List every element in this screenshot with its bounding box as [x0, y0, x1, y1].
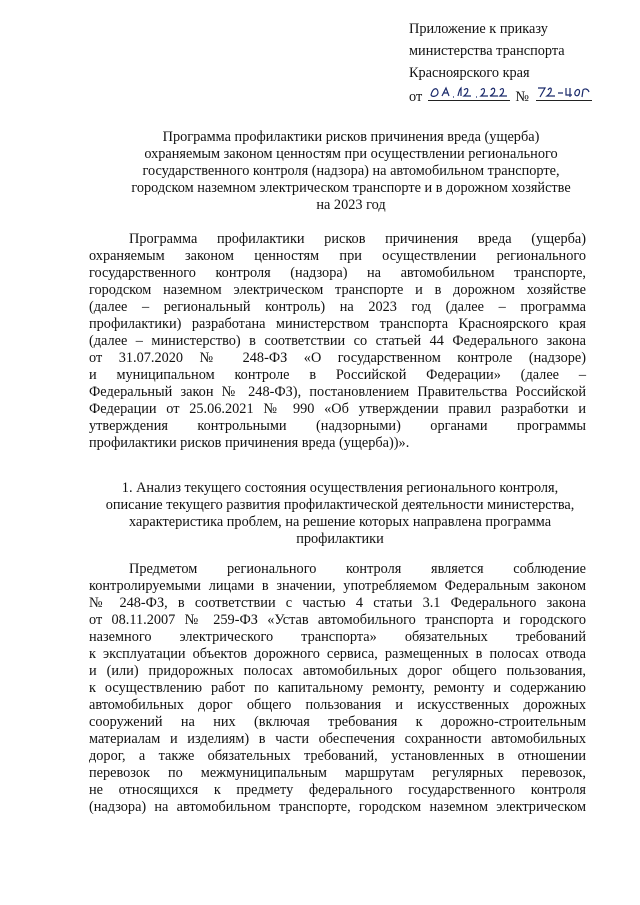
paragraph-line: Предметом регионального контроля является соблюдение	[129, 561, 586, 577]
body-paragraph	[89, 561, 586, 816]
title-line: городском наземном электрическом транспорте и в дорожном хозяйстве	[131, 180, 571, 196]
intro-paragraph	[89, 231, 586, 452]
paragraph-line: (далее – региональный контроль) на 2023 год (далее – программа	[89, 299, 586, 315]
paragraph-line: и (или) придорожных полосах автомобильных дорог общего пользования,	[89, 663, 586, 679]
paragraph-line: Программа профилактики рисков причинения вреда (ущерба)	[129, 231, 586, 247]
paragraph-line: дорог, а также обязательных требований, установленных в отношении	[89, 748, 586, 764]
paragraph-line: городском наземном электрическом транспорте и в дорожном хозяйстве	[89, 282, 586, 298]
annex-line-1: Приложение к приказу	[409, 21, 548, 37]
paragraph-line: Федерации от 25.06.2021 № 990 «Об утверждении правил разработки и	[89, 401, 586, 417]
paragraph-line: сооружений на них (включая требования к дорожно-строительным	[89, 714, 586, 730]
from-label: от	[409, 89, 423, 105]
section-heading	[80, 480, 600, 548]
annex-header	[409, 18, 634, 108]
paragraph-line: материалам и изделиям) в части обеспечения сохранности автомобильных	[89, 731, 586, 747]
paragraph-line: от 31.07.2020 № 248-ФЗ «О государственном контроле (надзоре)	[89, 350, 586, 366]
paragraph-line: от 08.11.2007 № 259-ФЗ «Устав автомобильного транспорта и городского	[89, 612, 586, 628]
paragraph-line: профилактики рисков причинения вреда (ущерба))».	[89, 435, 410, 451]
handwritten-number	[536, 84, 592, 101]
document-title	[96, 129, 606, 214]
section-heading-line: профилактики	[296, 531, 384, 547]
paragraph-line: и муниципальном контроле в Российской Федерации» (далее –	[89, 367, 586, 383]
section-heading-line: описание текущего развития профилактической деятельности министерства,	[105, 497, 575, 513]
paragraph-line: охраняемым законом ценностям при осуществлении регионального	[89, 248, 586, 264]
annex-date-number-line	[409, 84, 634, 108]
paragraph-line: Федеральный закон № 248-ФЗ), постановлением Правительства Российской	[89, 384, 586, 400]
section-heading-line: 1. Анализ текущего состояния осуществления регионального контроля,	[121, 480, 559, 496]
paragraph-line: утверждения контрольными (надзорными) органами программы	[89, 418, 586, 434]
paragraph-line: (далее – министерство) в соответствии со статьей 44 Федерального закона	[89, 333, 586, 349]
paragraph-line: к осуществлению работ по капитальному ремонту, ремонту и содержанию	[89, 680, 586, 696]
paragraph-line: № 248-ФЗ, в соответствии с частью 4 статьи 3.1 Федерального закона	[89, 595, 586, 611]
title-line: на 2023 год	[316, 197, 386, 213]
paragraph-line: (надзора) на автомобильном транспорте, городском наземном электрическом	[89, 799, 586, 815]
paragraph-line: не относящихся к предмету федерального государственного контроля	[89, 782, 586, 798]
paragraph-line: профилактики) разработана министерством транспорта Красноярского края	[89, 316, 586, 332]
paragraph-line: перевозок по межмуниципальным маршрутам регулярных перевозок,	[89, 765, 586, 781]
paragraph-line: государственного контроля (надзора) на автомобильном транспорте,	[89, 265, 586, 281]
title-line: Программа профилактики рисков причинения вреда (ущерба)	[162, 129, 540, 145]
paragraph-line: к эксплуатации объектов дорожного сервиса, размещенных в полосах отвода	[89, 646, 586, 662]
title-line: охраняемым законом ценностям при осуществлении регионального	[144, 146, 558, 162]
handwritten-date	[428, 84, 510, 101]
annex-line-3: Красноярского края	[409, 65, 530, 81]
paragraph-line: автомобильных дорог общего пользования и искусственных дорожных	[89, 697, 586, 713]
paragraph-line: наземного электрического транспорта» обязательных требований	[89, 629, 586, 645]
annex-line-2: министерства транспорта	[409, 43, 565, 59]
section-heading-line: характеристика проблем, на решение которых направлена программа	[128, 514, 552, 530]
number-label: №	[515, 89, 530, 105]
title-line: государственного контроля (надзора) на автомобильном транспорте,	[142, 163, 560, 179]
paragraph-line: контролируемыми лицами в значении, употребляемом Федеральным законом	[89, 578, 586, 594]
